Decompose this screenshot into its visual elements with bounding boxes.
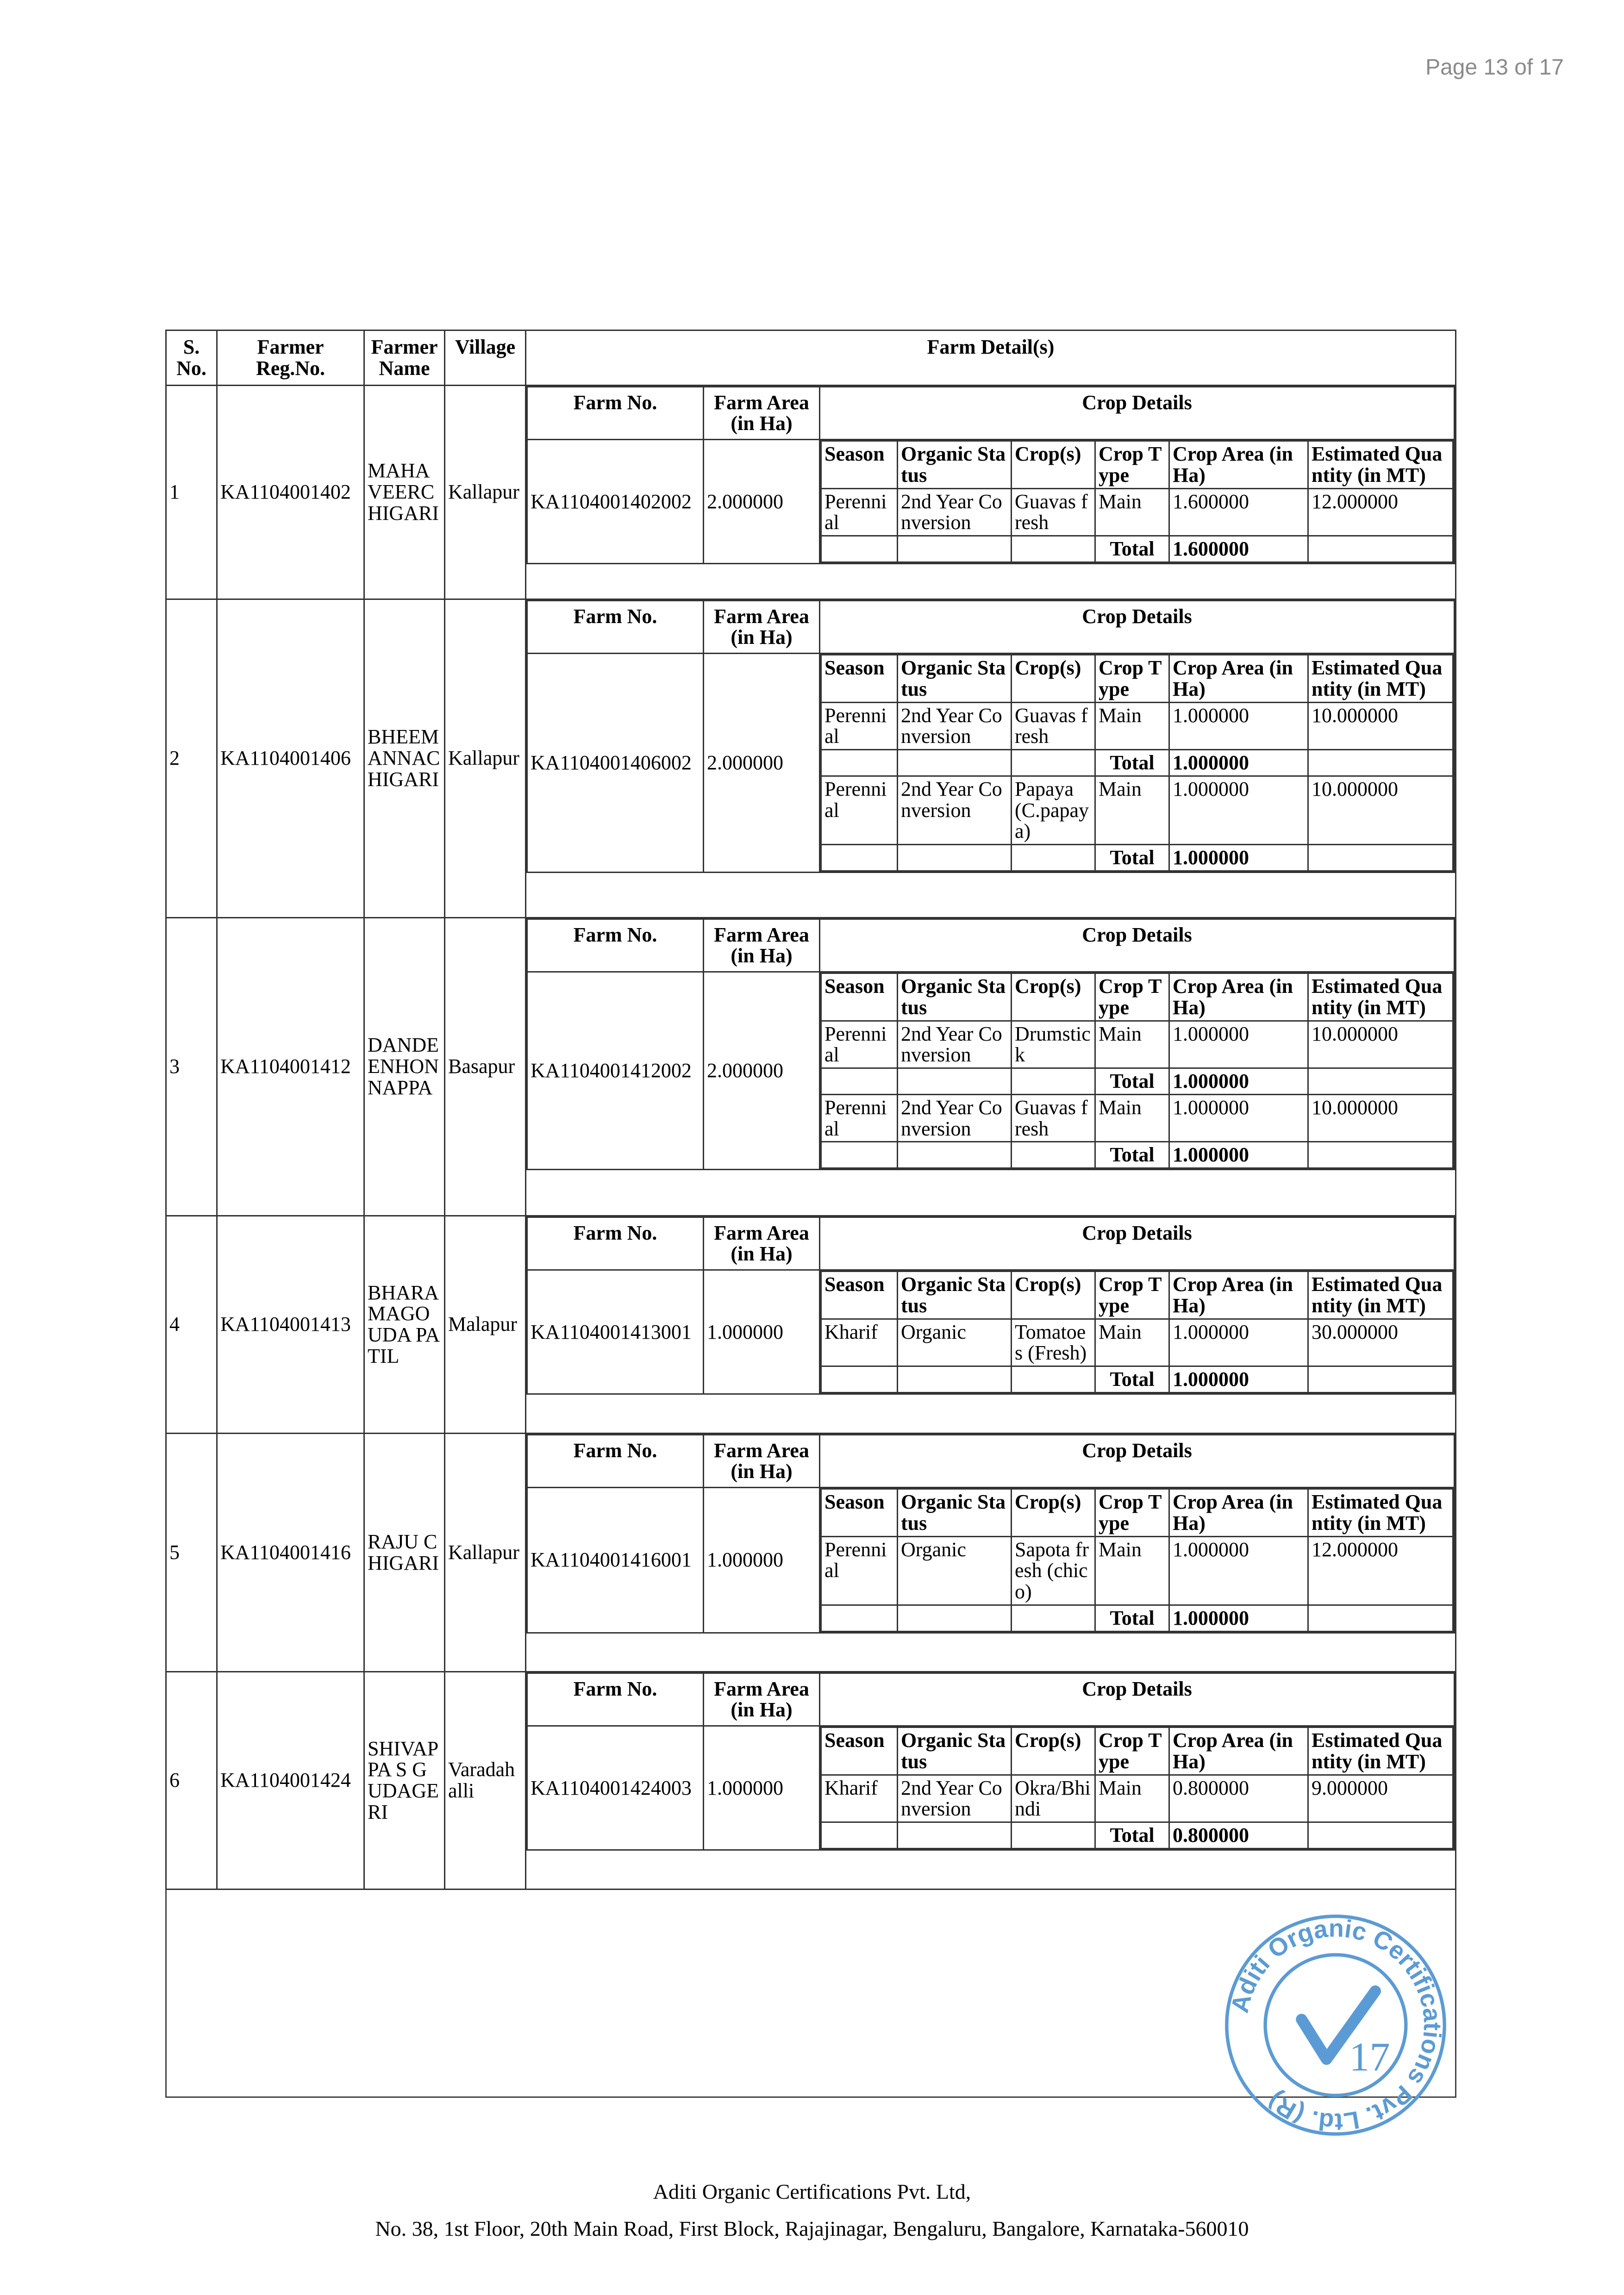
estimated-quantity-header: Estimated Quantity (in MT) bbox=[1308, 973, 1453, 1021]
crop-area: 1.000000 bbox=[1169, 702, 1308, 750]
crop-type: Main bbox=[1095, 1021, 1169, 1068]
crop-header-row bbox=[821, 1272, 1453, 1319]
organic-status-header: Organic Status bbox=[898, 441, 1012, 489]
crop-type: Main bbox=[1095, 488, 1169, 536]
farm-value-row bbox=[527, 1488, 1455, 1633]
farm-value-row bbox=[527, 654, 1455, 873]
farm-no-header: Farm No. bbox=[527, 387, 704, 440]
season-header: Season bbox=[821, 1727, 898, 1775]
farm-detail-table bbox=[526, 1216, 1455, 1395]
crop-total-row bbox=[821, 1605, 1453, 1631]
crop-table bbox=[820, 973, 1454, 1169]
crop-total-row bbox=[821, 750, 1453, 776]
stamp-number: 17 bbox=[1349, 2034, 1390, 2080]
crop-type-header: Crop Type bbox=[1095, 441, 1169, 489]
farm-detail-table bbox=[526, 600, 1455, 873]
crop-details-header: Crop Details bbox=[820, 1673, 1455, 1726]
farm-area: 2.000000 bbox=[704, 972, 820, 1170]
total-empty bbox=[898, 1068, 1012, 1095]
total-value: 1.000000 bbox=[1169, 750, 1308, 776]
estimated-quantity-header: Estimated Quantity (in MT) bbox=[1308, 1272, 1453, 1319]
crop-area: 1.600000 bbox=[1169, 488, 1308, 536]
season-header: Season bbox=[821, 973, 898, 1021]
total-empty bbox=[1012, 1822, 1095, 1849]
estimated-quantity-header: Estimated Quantity (in MT) bbox=[1308, 441, 1453, 489]
total-label: Total bbox=[1095, 1822, 1169, 1849]
crop-table bbox=[820, 1271, 1454, 1393]
total-value: 1.000000 bbox=[1169, 1068, 1308, 1095]
farm-value-row bbox=[527, 440, 1455, 564]
total-value: 1.000000 bbox=[1169, 1142, 1308, 1168]
crops-header: Crop(s) bbox=[1012, 1489, 1095, 1537]
farm-value-row bbox=[527, 972, 1455, 1170]
season-header: Season bbox=[821, 655, 898, 703]
total-value: 0.800000 bbox=[1169, 1822, 1308, 1849]
crop-name: Guavas fresh bbox=[1012, 1094, 1095, 1142]
farmer-village: Varadahalli bbox=[445, 1671, 526, 1889]
crop-name: Drumstick bbox=[1012, 1021, 1095, 1068]
total-empty bbox=[1308, 1822, 1453, 1849]
footer-address: No. 38, 1st Floor, 20th Main Road, First Block, Rajajinagar, Bengaluru, Bangalore, Karnataka-560010 bbox=[375, 2217, 1249, 2240]
crop-season: Kharif bbox=[821, 1319, 898, 1366]
farmer-sno: 6 bbox=[166, 1671, 217, 1889]
crop-season: Perennial bbox=[821, 1536, 898, 1605]
farm-area-header: Farm Area (in Ha) bbox=[704, 600, 820, 654]
crop-details-cell bbox=[820, 972, 1455, 1170]
crop-type-header: Crop Type bbox=[1095, 1489, 1169, 1537]
farm-value-row bbox=[527, 1270, 1455, 1394]
total-empty bbox=[1012, 1366, 1095, 1393]
farmer-reg-no: KA1104001412 bbox=[217, 917, 364, 1216]
total-empty bbox=[1012, 1142, 1095, 1168]
table-row bbox=[166, 385, 1456, 599]
estimated-quantity-header: Estimated Quantity (in MT) bbox=[1308, 1727, 1453, 1775]
farmer-name: SHIVAPPA S GUDAGERI bbox=[364, 1671, 445, 1889]
certification-stamp bbox=[1222, 1912, 1449, 2139]
farm-no-header: Farm No. bbox=[527, 1673, 704, 1726]
crop-name: Papaya (C.papaya) bbox=[1012, 776, 1095, 844]
crops-header: Crop(s) bbox=[1012, 973, 1095, 1021]
crop-table bbox=[820, 1488, 1454, 1632]
total-empty bbox=[898, 536, 1012, 562]
total-empty bbox=[821, 750, 898, 776]
total-empty bbox=[821, 845, 898, 871]
crops-header: Crop(s) bbox=[1012, 1272, 1095, 1319]
crop-type: Main bbox=[1095, 776, 1169, 844]
farm-no: KA1104001424003 bbox=[527, 1726, 704, 1850]
farm-area-header: Farm Area (in Ha) bbox=[704, 1434, 820, 1488]
farmer-reg-no: KA1104001402 bbox=[217, 385, 364, 599]
total-empty bbox=[1308, 536, 1453, 562]
crop-header-row bbox=[821, 1727, 1453, 1775]
crop-table bbox=[820, 440, 1454, 563]
farmer-reg-no: KA1104001424 bbox=[217, 1671, 364, 1889]
crop-row bbox=[821, 1775, 1453, 1822]
farm-no: KA1104001412002 bbox=[527, 972, 704, 1170]
farm-header-row bbox=[527, 1217, 1455, 1270]
crop-header-row bbox=[821, 441, 1453, 489]
season-header: Season bbox=[821, 441, 898, 489]
crop-row bbox=[821, 1021, 1453, 1068]
organic-status-header: Organic Status bbox=[898, 1489, 1012, 1537]
crop-table bbox=[820, 1727, 1454, 1849]
crop-total-row bbox=[821, 1142, 1453, 1168]
farm-no: KA1104001402002 bbox=[527, 440, 704, 564]
crop-details-cell bbox=[820, 1270, 1455, 1394]
total-empty bbox=[898, 1822, 1012, 1849]
season-header: Season bbox=[821, 1489, 898, 1537]
crop-type-header: Crop Type bbox=[1095, 1272, 1169, 1319]
total-label: Total bbox=[1095, 845, 1169, 871]
table-row bbox=[166, 917, 1456, 1216]
crop-estimated-quantity: 9.000000 bbox=[1308, 1775, 1453, 1822]
farm-details-cell bbox=[526, 1216, 1456, 1433]
total-empty bbox=[1012, 750, 1095, 776]
estimated-quantity-header: Estimated Quantity (in MT) bbox=[1308, 1489, 1453, 1537]
total-empty bbox=[821, 1605, 898, 1631]
farm-area: 1.000000 bbox=[704, 1726, 820, 1850]
crop-header-row bbox=[821, 973, 1453, 1021]
farmer-name: DANDEENHONNAPPA bbox=[364, 917, 445, 1216]
crop-name: Guavas fresh bbox=[1012, 488, 1095, 536]
farm-area: 1.000000 bbox=[704, 1270, 820, 1394]
farm-area: 2.000000 bbox=[704, 440, 820, 564]
total-empty bbox=[898, 750, 1012, 776]
col-sno: S. No. bbox=[166, 331, 217, 386]
farmer-village: Kallapur bbox=[445, 1433, 526, 1671]
farmer-name: BHEEMANNACHIGARI bbox=[364, 599, 445, 917]
farmer-village: Kallapur bbox=[445, 385, 526, 599]
crop-type-header: Crop Type bbox=[1095, 973, 1169, 1021]
header-row bbox=[166, 331, 1456, 386]
crop-area-header: Crop Area (in Ha) bbox=[1169, 973, 1308, 1021]
crop-name: Tomatoes (Fresh) bbox=[1012, 1319, 1095, 1366]
total-label: Total bbox=[1095, 750, 1169, 776]
crop-total-row bbox=[821, 1068, 1453, 1095]
crop-organic-status: 2nd Year Conversion bbox=[898, 488, 1012, 536]
crop-area: 1.000000 bbox=[1169, 1021, 1308, 1068]
organic-status-header: Organic Status bbox=[898, 973, 1012, 1021]
total-empty bbox=[1012, 1068, 1095, 1095]
farmer-sno: 2 bbox=[166, 599, 217, 917]
col-village: Village bbox=[445, 331, 526, 386]
farm-header-row bbox=[527, 1434, 1455, 1488]
organic-status-header: Organic Status bbox=[898, 1272, 1012, 1319]
total-empty bbox=[821, 1068, 898, 1095]
crop-area: 1.000000 bbox=[1169, 1094, 1308, 1142]
crop-details-cell bbox=[820, 1488, 1455, 1633]
farmer-name: MAHAVEERCHIGARI bbox=[364, 385, 445, 599]
stamp-text: Aditi Organic Certifications Pvt. Ltd. (R) bbox=[1225, 1914, 1447, 2136]
crop-details-header: Crop Details bbox=[820, 600, 1455, 654]
crop-name: Guavas fresh bbox=[1012, 702, 1095, 750]
farmer-village: Malapur bbox=[445, 1216, 526, 1433]
total-empty bbox=[1308, 1068, 1453, 1095]
total-empty bbox=[1308, 1142, 1453, 1168]
crop-organic-status: Organic bbox=[898, 1536, 1012, 1605]
crop-row bbox=[821, 488, 1453, 536]
farm-no: KA1104001413001 bbox=[527, 1270, 704, 1394]
crop-season: Perennial bbox=[821, 702, 898, 750]
crop-organic-status: 2nd Year Conversion bbox=[898, 1021, 1012, 1068]
total-value: 1.600000 bbox=[1169, 536, 1308, 562]
farmer-name: BHARAMAGOUDA PATIL bbox=[364, 1216, 445, 1433]
crop-organic-status: Organic bbox=[898, 1319, 1012, 1366]
crop-season: Perennial bbox=[821, 1021, 898, 1068]
crop-type: Main bbox=[1095, 702, 1169, 750]
crop-header-row bbox=[821, 655, 1453, 703]
total-label: Total bbox=[1095, 1605, 1169, 1631]
farmer-village: Basapur bbox=[445, 917, 526, 1216]
farmer-reg-no: KA1104001406 bbox=[217, 599, 364, 917]
farmer-sno: 5 bbox=[166, 1433, 217, 1671]
crop-details-header: Crop Details bbox=[820, 919, 1455, 972]
total-empty bbox=[821, 1142, 898, 1168]
crop-details-cell bbox=[820, 1726, 1455, 1850]
total-empty bbox=[1012, 1605, 1095, 1631]
farmer-sno: 4 bbox=[166, 1216, 217, 1433]
crop-area: 1.000000 bbox=[1169, 1319, 1308, 1366]
farmer-name: RAJU CHIGARI bbox=[364, 1433, 445, 1671]
farm-details-cell bbox=[526, 599, 1456, 917]
crop-estimated-quantity: 10.000000 bbox=[1308, 776, 1453, 844]
crop-estimated-quantity: 10.000000 bbox=[1308, 1094, 1453, 1142]
farm-no-header: Farm No. bbox=[527, 1217, 704, 1270]
crop-total-row bbox=[821, 1822, 1453, 1849]
crops-header: Crop(s) bbox=[1012, 441, 1095, 489]
total-empty bbox=[821, 1366, 898, 1393]
table-row bbox=[166, 1216, 1456, 1433]
farm-detail-table bbox=[526, 386, 1455, 564]
farm-area: 1.000000 bbox=[704, 1488, 820, 1633]
crop-row bbox=[821, 776, 1453, 844]
page-number: Page 13 of 17 bbox=[1425, 55, 1564, 80]
farm-area-header: Farm Area (in Ha) bbox=[704, 387, 820, 440]
total-empty bbox=[1308, 845, 1453, 871]
season-header: Season bbox=[821, 1272, 898, 1319]
farmer-sno: 1 bbox=[166, 385, 217, 599]
crop-type: Main bbox=[1095, 1094, 1169, 1142]
crops-header: Crop(s) bbox=[1012, 1727, 1095, 1775]
crop-season: Perennial bbox=[821, 776, 898, 844]
crop-estimated-quantity: 10.000000 bbox=[1308, 702, 1453, 750]
farm-no: KA1104001416001 bbox=[527, 1488, 704, 1633]
crop-details-cell bbox=[820, 654, 1455, 873]
farm-header-row bbox=[527, 600, 1455, 654]
crop-area-header: Crop Area (in Ha) bbox=[1169, 1272, 1308, 1319]
footer-company: Aditi Organic Certifications Pvt. Ltd, bbox=[653, 2180, 971, 2203]
crop-details-header: Crop Details bbox=[820, 1434, 1455, 1488]
col-reg: Farmer Reg.No. bbox=[217, 331, 364, 386]
crop-area: 0.800000 bbox=[1169, 1775, 1308, 1822]
crop-estimated-quantity: 12.000000 bbox=[1308, 488, 1453, 536]
total-empty bbox=[821, 1822, 898, 1849]
crop-name: Okra/Bhindi bbox=[1012, 1775, 1095, 1822]
crop-area-header: Crop Area (in Ha) bbox=[1169, 1727, 1308, 1775]
farm-no-header: Farm No. bbox=[527, 600, 704, 654]
farmer-table bbox=[165, 330, 1456, 1890]
crop-area-header: Crop Area (in Ha) bbox=[1169, 1489, 1308, 1537]
crop-total-row bbox=[821, 536, 1453, 562]
crop-type: Main bbox=[1095, 1319, 1169, 1366]
farmer-reg-no: KA1104001413 bbox=[217, 1216, 364, 1433]
crop-table bbox=[820, 654, 1454, 872]
crop-total-row bbox=[821, 1366, 1453, 1393]
crop-organic-status: 2nd Year Conversion bbox=[898, 1094, 1012, 1142]
farm-value-row bbox=[527, 1726, 1455, 1850]
farm-details-cell bbox=[526, 385, 1456, 599]
farm-no: KA1104001406002 bbox=[527, 654, 704, 873]
total-empty bbox=[821, 536, 898, 562]
farm-area: 2.000000 bbox=[704, 654, 820, 873]
crop-total-row bbox=[821, 845, 1453, 871]
farm-area-header: Farm Area (in Ha) bbox=[704, 1673, 820, 1726]
crop-type: Main bbox=[1095, 1536, 1169, 1605]
farm-header-row bbox=[527, 387, 1455, 440]
farm-details-cell bbox=[526, 1433, 1456, 1671]
total-empty bbox=[1308, 1605, 1453, 1631]
farm-header-row bbox=[527, 1673, 1455, 1726]
crop-type-header: Crop Type bbox=[1095, 655, 1169, 703]
crop-details-header: Crop Details bbox=[820, 1217, 1455, 1270]
total-value: 1.000000 bbox=[1169, 1366, 1308, 1393]
crop-season: Perennial bbox=[821, 1094, 898, 1142]
crop-row bbox=[821, 702, 1453, 750]
crop-header-row bbox=[821, 1489, 1453, 1537]
crops-header: Crop(s) bbox=[1012, 655, 1095, 703]
crop-type: Main bbox=[1095, 1775, 1169, 1822]
total-empty bbox=[898, 845, 1012, 871]
crop-estimated-quantity: 10.000000 bbox=[1308, 1021, 1453, 1068]
farm-no-header: Farm No. bbox=[527, 1434, 704, 1488]
crop-area-header: Crop Area (in Ha) bbox=[1169, 655, 1308, 703]
crop-row bbox=[821, 1094, 1453, 1142]
table-row bbox=[166, 599, 1456, 917]
organic-status-header: Organic Status bbox=[898, 1727, 1012, 1775]
total-empty bbox=[1308, 750, 1453, 776]
total-label: Total bbox=[1095, 536, 1169, 562]
total-empty bbox=[1012, 845, 1095, 871]
total-empty bbox=[898, 1142, 1012, 1168]
crop-organic-status: 2nd Year Conversion bbox=[898, 702, 1012, 750]
crop-organic-status: 2nd Year Conversion bbox=[898, 1775, 1012, 1822]
estimated-quantity-header: Estimated Quantity (in MT) bbox=[1308, 655, 1453, 703]
crop-season: Kharif bbox=[821, 1775, 898, 1822]
total-empty bbox=[898, 1366, 1012, 1393]
farmer-sno: 3 bbox=[166, 917, 217, 1216]
farm-detail-table bbox=[526, 1672, 1455, 1851]
crop-name: Sapota fresh (chico) bbox=[1012, 1536, 1095, 1605]
crop-row bbox=[821, 1536, 1453, 1605]
crop-area: 1.000000 bbox=[1169, 1536, 1308, 1605]
col-farm-details: Farm Detail(s) bbox=[526, 331, 1456, 386]
total-empty bbox=[1012, 536, 1095, 562]
total-value: 1.000000 bbox=[1169, 1605, 1308, 1631]
crop-type-header: Crop Type bbox=[1095, 1727, 1169, 1775]
crop-estimated-quantity: 30.000000 bbox=[1308, 1319, 1453, 1366]
farm-detail-table bbox=[526, 1434, 1455, 1634]
organic-status-header: Organic Status bbox=[898, 655, 1012, 703]
total-value: 1.000000 bbox=[1169, 845, 1308, 871]
total-empty bbox=[898, 1605, 1012, 1631]
table-row bbox=[166, 1671, 1456, 1889]
crop-details-header: Crop Details bbox=[820, 387, 1455, 440]
table-row bbox=[166, 1433, 1456, 1671]
farm-header-row bbox=[527, 919, 1455, 972]
farm-detail-table bbox=[526, 918, 1455, 1171]
crop-area-header: Crop Area (in Ha) bbox=[1169, 441, 1308, 489]
total-label: Total bbox=[1095, 1366, 1169, 1393]
farmer-reg-no: KA1104001416 bbox=[217, 1433, 364, 1671]
total-label: Total bbox=[1095, 1142, 1169, 1168]
farm-area-header: Farm Area (in Ha) bbox=[704, 1217, 820, 1270]
crop-details-cell bbox=[820, 440, 1455, 564]
total-empty bbox=[1308, 1366, 1453, 1393]
crop-season: Perennial bbox=[821, 488, 898, 536]
farm-details-cell bbox=[526, 1671, 1456, 1889]
farm-details-cell bbox=[526, 917, 1456, 1216]
farmer-village: Kallapur bbox=[445, 599, 526, 917]
crop-area: 1.000000 bbox=[1169, 776, 1308, 844]
farm-no-header: Farm No. bbox=[527, 919, 704, 972]
crop-organic-status: 2nd Year Conversion bbox=[898, 776, 1012, 844]
farm-area-header: Farm Area (in Ha) bbox=[704, 919, 820, 972]
crop-row bbox=[821, 1319, 1453, 1366]
total-label: Total bbox=[1095, 1068, 1169, 1095]
crop-estimated-quantity: 12.000000 bbox=[1308, 1536, 1453, 1605]
col-name: Farmer Name bbox=[364, 331, 445, 386]
